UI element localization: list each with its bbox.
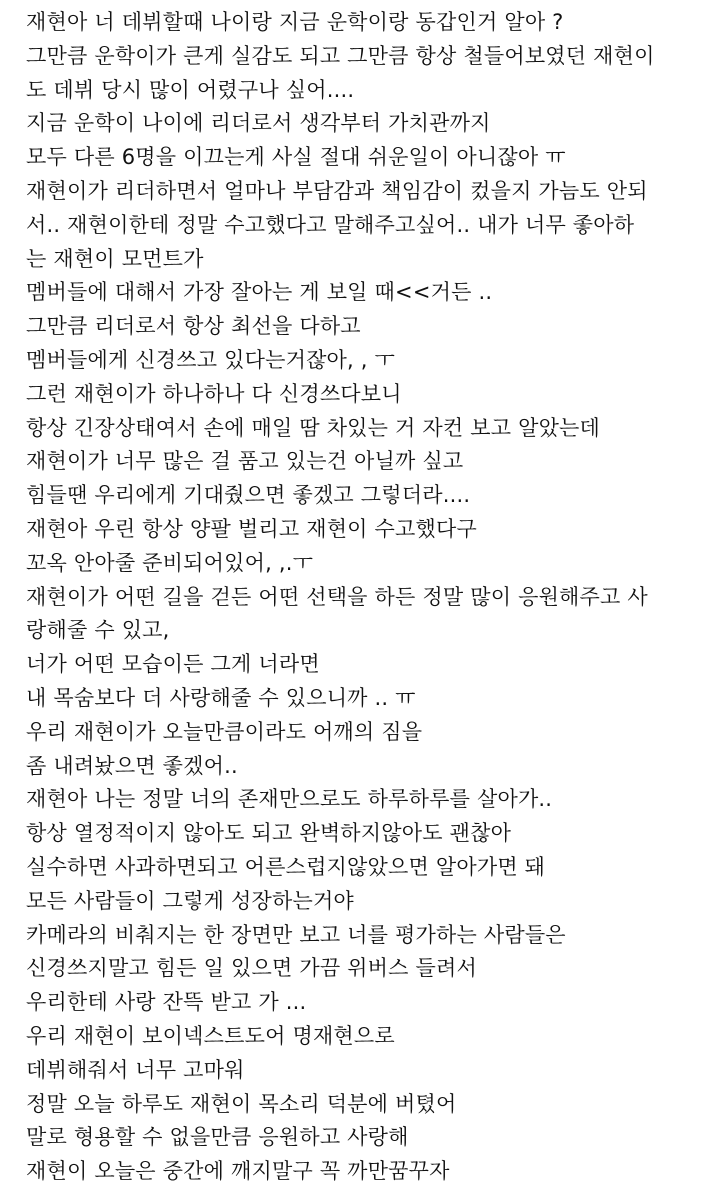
note-line: 랑해줄 수 있고, [26,618,170,643]
note-line: 재현이가 어떤 길을 걷든 어떤 선택을 하든 정말 많이 응원해주고 사 [26,584,648,609]
note-line: 우리한테 사랑 잔뜩 받고 가 ... [26,990,307,1015]
note-line: 항상 긴장상태여서 손에 매일 땀 차있는 거 자컨 보고 알았는데 [26,415,601,440]
note-line: 도 데뷔 당시 많이 어렸구나 싶어.... [26,77,355,102]
note-line: 너가 어떤 모습이든 그게 너라면 [26,652,320,677]
note-line: 꼬옥 안아줄 준비되어있어, ,.ㅜ [26,550,314,575]
note-line: 서.. 재현이한테 정말 수고했다고 말해주고싶어.. 내가 너무 좋아하 [26,212,635,237]
note-line: 재현이 오늘은 중간에 깨지말구 꼭 까만꿈꾸자 [26,1159,450,1184]
note-line: 재현아 우린 항상 양팔 벌리고 재현이 수고했다구 [26,516,477,541]
note-line: 지금 운학이 나이에 리더로서 생각부터 가치관까지 [26,111,491,136]
note-line: 내 목숨보다 더 사랑해줄 수 있으니까 .. ㅠ [26,685,416,710]
note-line: 우리 재현이가 오늘만큼이라도 어깨의 짐을 [26,719,423,744]
note-line: 모든 사람들이 그렇게 성장하는거야 [26,888,354,913]
note-line: 정말 오늘 하루도 재현이 목소리 덕분에 버텼어 [26,1091,457,1116]
note-body [26,6,690,1189]
note-line: 힘들땐 우리에게 기대줬으면 좋겠고 그렇더라.... [26,483,471,508]
note-line: 멤버들에 대해서 가장 잘아는 게 보일 때<<거든 .. [26,280,493,305]
note-line: 모두 다른 6명을 이끄는게 사실 절대 쉬운일이 아니잖아 ㅠ [26,145,566,170]
note-line: 데뷔해줘서 너무 고마워 [26,1057,245,1082]
note-line: 재현이가 리더하면서 얼마나 부담감과 책임감이 컸을지 가늠도 안되 [26,178,648,203]
note-line: 재현아 너 데뷔할때 나이랑 지금 운학이랑 동갑인거 알아 ? [26,10,564,34]
note-line: 멤버들에게 신경쓰고 있다는거잖아, , ㅜ [26,347,396,372]
note-line: 그만큼 리더로서 항상 최선을 다하고 [26,314,361,339]
note-line: 그만큼 운학이가 큰게 실감도 되고 그만큼 항상 철들어보였던 재현이 [26,43,655,68]
note-line: 좀 내려놨으면 좋겠어.. [26,753,238,778]
note-line: 재현아 나는 정말 너의 존재만으로도 하루하루를 살아가.. [26,787,553,812]
note-line: 말로 형용할 수 없을만큼 응원하고 사랑해 [26,1125,409,1150]
note-line: 는 재현이 모먼트가 [26,246,204,271]
note-line: 항상 열정적이지 않아도 되고 완벽하지않아도 괜찮아 [26,821,512,846]
note-line: 실수하면 사과하면되고 어른스럽지않았으면 알아가면 돼 [26,854,546,879]
note-line: 그런 재현이가 하나하나 다 신경쓰다보니 [26,381,402,406]
note-line: 재현이가 너무 많은 걸 품고 있는건 아닐까 싶고 [26,449,464,474]
note-line: 우리 재현이 보이넥스트도어 명재현으로 [26,1023,395,1048]
note-line: 신경쓰지말고 힘든 일 있으면 가끔 위버스 들려서 [26,956,477,981]
note-line: 카메라의 비춰지는 한 장면만 보고 너를 평가하는 사람들은 [26,922,566,947]
